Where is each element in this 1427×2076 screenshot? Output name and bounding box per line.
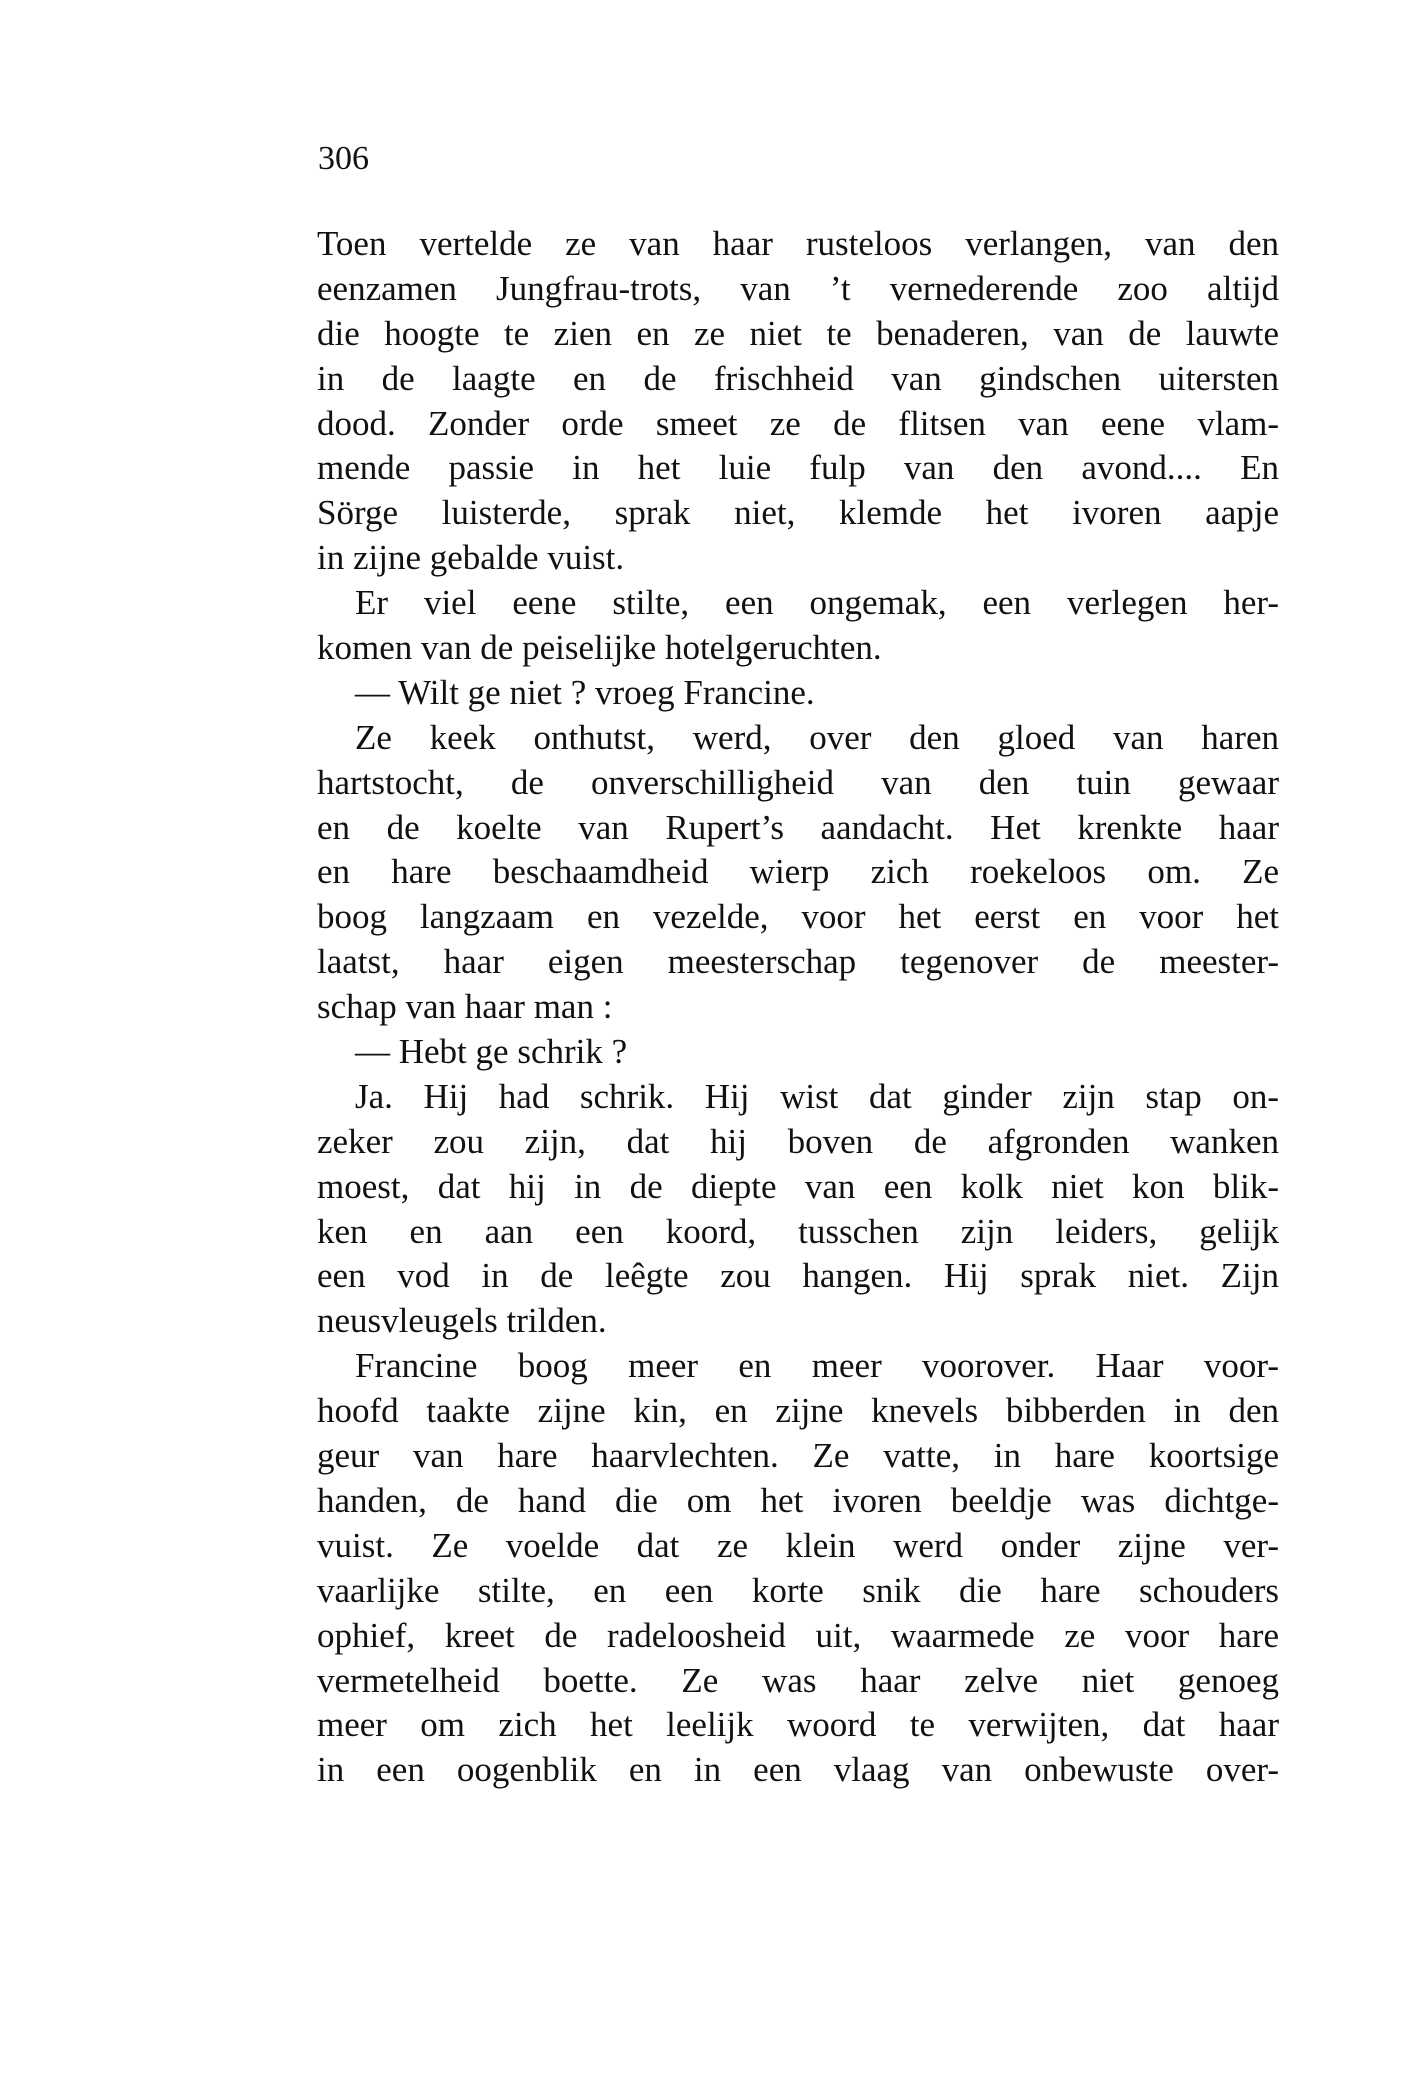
text-line: en de koelte van Rupert’s aandacht. Het krenkte haar <box>317 807 1279 847</box>
text-line: ken en aan een koord, tusschen zijn leiders, gelijk <box>317 1211 1279 1251</box>
text-line: in de laagte en de frischheid van gindschen uitersten <box>317 358 1279 398</box>
text-line: handen, de hand die om het ivoren beeldje was dichtge- <box>317 1480 1279 1520</box>
text-line: vaarlijke stilte, en een korte snik die hare schouders <box>317 1570 1279 1610</box>
text-line: — Wilt ge niet ? vroeg Francine. <box>355 672 815 712</box>
text-line: Er viel eene stilte, een ongemak, een verlegen her- <box>355 583 1279 623</box>
text-line: hartstocht, de onverschilligheid van den tuin gewaar <box>317 762 1279 802</box>
text-line: moest, dat hij in de diepte van een kolk niet kon blik- <box>317 1166 1279 1206</box>
text-line: vuist. Ze voelde dat ze klein werd onder zijne ver- <box>317 1525 1279 1565</box>
text-line: in een oogenblik en in een vlaag van onbewuste over- <box>317 1750 1279 1790</box>
text-line: Ja. Hij had schrik. Hij wist dat ginder zijn stap on- <box>355 1076 1279 1116</box>
text-line: hoofd taakte zijne kin, en zijne knevels bibberden in den <box>317 1391 1279 1431</box>
text-line: ophief, kreet de radeloosheid uit, waarmede ze voor hare <box>317 1615 1279 1655</box>
body-text <box>317 222 1279 1793</box>
text-line: meer om zich het leelijk woord te verwijten, dat haar <box>317 1705 1279 1745</box>
text-line: dood. Zonder orde smeet ze de flitsen van eene vlam- <box>317 403 1279 443</box>
text-line: Francine boog meer en meer voorover. Haar voor- <box>355 1346 1279 1386</box>
text-line: schap van haar man : <box>317 987 613 1027</box>
text-line: laatst, haar eigen meesterschap tegenover de meester- <box>317 942 1279 982</box>
text-line: een vod in de leêgte zou hangen. Hij sprak niet. Zijn <box>317 1256 1279 1296</box>
text-line: zeker zou zijn, dat hij boven de afgronden wanken <box>317 1121 1279 1161</box>
text-line: en hare beschaamdheid wierp zich roekeloos om. Ze <box>317 852 1279 892</box>
text-line: Toen vertelde ze van haar rusteloos verlangen, van den <box>317 224 1279 263</box>
text-line: — Hebt ge schrik ? <box>355 1032 628 1072</box>
text-line: neusvleugels trilden. <box>317 1301 607 1341</box>
text-line: Sörge luisterde, sprak niet, klemde het ivoren aapje <box>317 493 1279 533</box>
text-line: eenzamen Jungfrau-trots, van ’t vernederende zoo altijd <box>317 268 1279 308</box>
text-line: geur van hare haarvlechten. Ze vatte, in hare koortsige <box>317 1436 1279 1476</box>
text-line: mende passie in het luie fulp van den avond.... En <box>317 448 1279 488</box>
page-number: 306 <box>318 140 369 177</box>
text-line: die hoogte te zien en ze niet te benaderen, van de lauwte <box>317 313 1279 353</box>
text-line: vermetelheid boette. Ze was haar zelve niet genoeg <box>317 1660 1279 1700</box>
text-line: Ze keek onthutst, werd, over den gloed van haren <box>355 717 1279 757</box>
text-line: boog langzaam en vezelde, voor het eerst en voor het <box>317 897 1279 937</box>
text-line: in zijne gebalde vuist. <box>317 538 625 578</box>
text-line: komen van de peiselijke hotelgeruchten. <box>317 628 882 668</box>
